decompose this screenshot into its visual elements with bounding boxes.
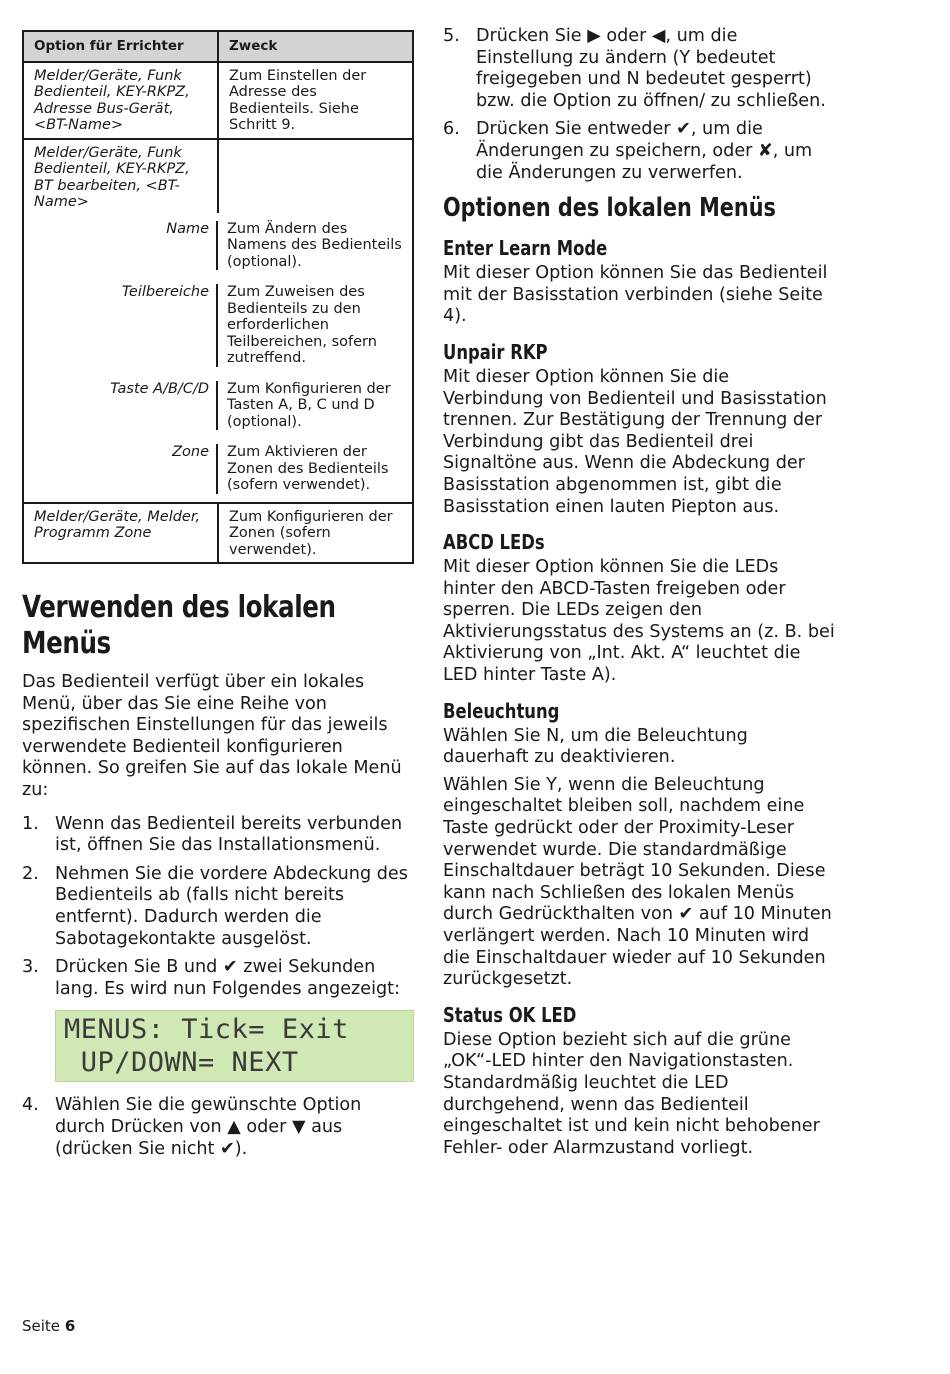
table-row [23,503,413,564]
step-text: Drücken Sie entweder ✔, um die Änderungen zu speichern, oder ✘, um die Änderungen zu verwerfen. [476,119,813,183]
table-row [23,139,413,213]
subsection-title: Enter Learn Mode [443,236,608,261]
steps-list [22,1095,414,1160]
table-subrow [22,367,414,431]
step-text: Wählen Sie die gewünschte Option durch Drücken von ▲ oder ▼ aus (drücken Sie nicht ✔). [55,1095,362,1159]
table-subrow [22,430,414,504]
page-footer [22,1317,75,1335]
table-subrow [22,270,414,367]
right-column [443,26,835,1165]
table-header-purpose: Zweck [218,31,413,62]
footer-label: Seite [22,1317,61,1335]
paragraph: Wählen Sie Y, wenn die Beleuchtung eingeschaltet bleiben soll, nachdem eine Taste gedrückt oder der Proximity-Leser verwendet wurde. Die standardmäßige Einschaltdauer beträgt 10 Sekunden. Diese kann nach Schließen des lokalen Menüs durch Gedrückthalten von ✔ auf 10 Minuten verlängert werden. Nach 10 Minuten wird die Einschaltdauer wieder auf 10 Sekunden zurückgesetzt. [443,774,832,990]
step-number: 3. [22,957,39,978]
section-heading: Optionen des lokalen Menüs [443,193,776,224]
options-table-end [22,502,414,565]
steps-list [22,814,414,1001]
table-header-option: Option für Errichter [23,31,218,62]
left-column [22,30,414,1167]
subitem-label: Name [24,221,218,271]
step-number: 4. [22,1095,39,1116]
table-cell-purpose: Zum Einstellen der Adresse des Bedienteils. Siehe Schritt 9. [218,62,413,139]
table-cell-option: Melder/Geräte, Funk Bedienteil, KEY-RKPZ, BT bearbeiten, <BT-Name> [23,139,218,213]
subitem-label: Taste A/B/C/D [24,381,218,431]
step-number: 5. [443,26,460,46]
intro-paragraph: Das Bedienteil verfügt über ein lokales Menü, über das Sie eine Reihe von spezifischen Einstellungen für das jeweils verwendete Bedienteil konfigurieren können. So greifen Sie auf das lokale Menü zu: [22,672,402,800]
paragraph: Mit dieser Option können Sie das Bedienteil mit der Basisstation verbinden (siehe Seite 4). [443,263,828,327]
subsection-title: Unpair RKP [443,339,548,364]
table-cell-option: Melder/Geräte, Melder, Programm Zone [23,503,218,564]
step-number: 2. [22,863,39,884]
list-item [443,26,835,112]
step-number: 6. [443,119,460,140]
lcd-line: MENUS: Tick= Exit [64,1014,349,1046]
subsection-title: Beleuchtung [443,698,560,723]
section-heading: Verwenden des lokalen Menüs [22,590,336,661]
subitem-purpose: Zum Zuweisen des Bedienteils zu den erforderlichen Teilbereichen, sofern zutreffend. [227,284,377,366]
page-number: 6 [64,1317,76,1335]
table-cell-purpose: Zum Konfigurieren der Zonen (sofern verwendet). [218,503,413,564]
subitem-purpose: Zum Aktivieren der Zonen des Bedienteils (sofern verwendet). [227,444,389,493]
paragraph: Mit dieser Option können Sie die LEDs hinter den ABCD-Tasten freigeben oder sperren. Die LEDs zeigen den Aktivierungsstatus des Systems an (z. B. bei Aktivierung von „Int. Akt. A“ leuchtet die LED hinter Taste A). [443,557,835,686]
subsection-title: Status OK LED [443,1002,577,1027]
step-text: Drücken Sie ▶ oder ◀, um die Einstellung zu ändern (Y bedeutet freigegeben und N bedeutet gesperrt) bzw. die Option zu öffnen/ zu schließen. [476,26,826,111]
subitem-purpose: Zum Konfigurieren der Tasten A, B, C und D (optional). [227,380,391,430]
lcd-line: UP/DOWN= NEXT [64,1047,299,1079]
list-item [22,814,414,857]
subitem-label: Zone [24,444,218,494]
table-cell-option: Melder/Geräte, Funk Bedienteil, KEY-RKPZ, Adresse Bus-Gerät, <BT-Name> [23,62,218,139]
step-number: 1. [22,813,39,834]
options-table [22,30,414,213]
step-text: Wenn das Bedienteil bereits verbunden ist, öffnen Sie das Installationsmenü. [55,813,403,856]
lcd-display [55,1010,414,1082]
step-text: Nehmen Sie die vordere Abdeckung des Bedienteils ab (falls nicht bereits entfernt). Dadurch werden die Sabotagekontakte ausgelöst. [55,863,408,949]
list-item [22,1095,414,1160]
subsection-title: ABCD LEDs [443,530,545,555]
steps-list [443,26,835,184]
subitem-label: Teilbereiche [24,284,218,367]
paragraph: Wählen Sie N, um die Beleuchtung dauerhaft zu deaktivieren. [443,725,748,768]
list-item [22,864,414,950]
list-item [443,119,835,184]
table-cell-purpose [218,139,413,213]
paragraph: Mit dieser Option können Sie die Verbindung von Bedienteil und Basisstation trennen. Zur Bestätigung der Trennung der Verbindung gibt das Bedienteil drei Signaltöne aus. Wenn die Abdeckung der Basisstation abgenommen ist, gibt die Basisstation einen lauten Piepton aus. [443,366,827,517]
paragraph: Diese Option bezieht sich auf die grüne „OK“-LED hinter den Navigationstasten. Standardmäßig leuchtet die LED durchgehend, wenn das Bedienteil eingeschaltet ist und kein nicht behobener Fehler- oder Alarmzustand vorliegt. [443,1029,820,1158]
list-item [22,957,414,1000]
subitem-purpose: Zum Ändern des Namens des Bedienteils (optional). [227,220,402,270]
table-subitems [22,211,414,504]
table-subrow [22,211,414,271]
step-text: Drücken Sie B und ✔ zwei Sekunden lang. Es wird nun Folgendes angezeigt: [55,957,400,999]
table-row [23,62,413,139]
